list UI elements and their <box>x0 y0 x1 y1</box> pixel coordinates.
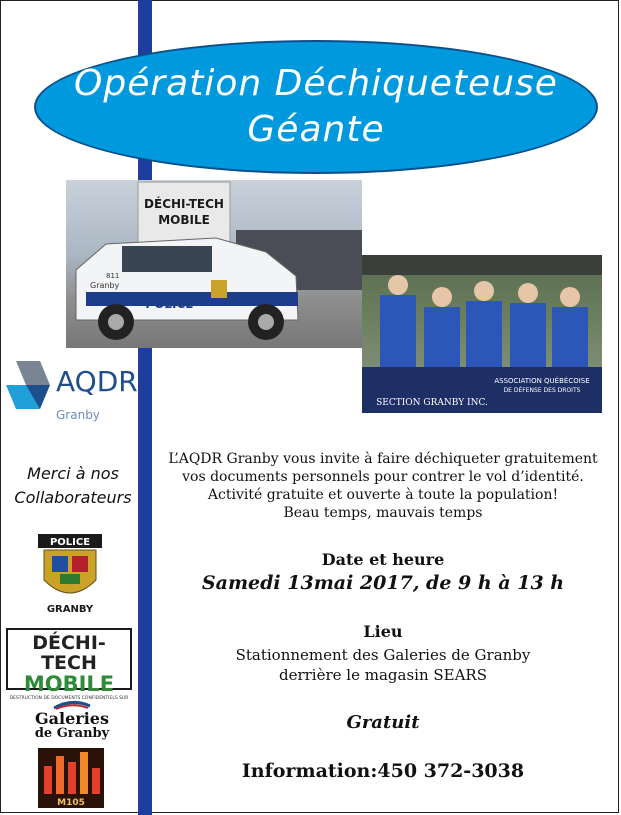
thanks-line1: Merci à nos <box>27 464 119 483</box>
banner-line2: DE DÉFENSE DES DROITS <box>503 387 581 394</box>
car-city: Granby <box>90 281 120 290</box>
free-label: Gratuit <box>346 712 420 733</box>
place-label: Lieu <box>363 622 403 641</box>
thanks-line2: Collaborateurs <box>14 488 132 507</box>
dechi-tagline: DESTRUCTION DE DOCUMENTS CONFIDENTIELS SUR PLACE <box>9 696 129 708</box>
partner-police-granby-logo <box>30 532 110 616</box>
intro-paragraph <box>155 450 611 522</box>
place-line-1: Stationnement des Galeries de Granby <box>235 646 531 664</box>
title-ellipse <box>34 40 598 174</box>
date-label: Date et heure <box>321 550 445 569</box>
police-photo-art <box>66 180 362 348</box>
partner-galeries-granby-logo <box>22 700 122 746</box>
dechi-line1: DÉCHI-TECH <box>32 632 106 674</box>
galeries-line2: de Granby <box>34 726 110 741</box>
car-unit: 811 <box>106 272 120 280</box>
police-truck-photo <box>66 180 362 348</box>
date-value: Samedi 13mai 2017, de 9 h à 13 h <box>201 572 565 594</box>
radio-bars-icon <box>38 748 104 808</box>
police-crest-bottom: GRANBY <box>46 604 94 615</box>
intro-line-2: vos documents personnels pour contrer le vol d’identité. <box>182 469 584 485</box>
aqdr-name: AQDR <box>56 365 138 398</box>
banner-line1: ASSOCIATION QUÉBÉCOISE <box>494 377 590 385</box>
title-line-2: Géante <box>247 109 385 150</box>
intro-line-3: Activité gratuite et ouverte à toute la population! <box>207 487 559 503</box>
aqdr-city: Granby <box>56 408 100 422</box>
car-police-label: POLICE <box>146 297 195 311</box>
volunteers-photo <box>362 255 602 413</box>
galeries-line1: Galeries <box>35 709 109 728</box>
banner-line3: SECTION GRANBY INC. <box>376 398 488 408</box>
intro-line-1: L’AQDR Granby vous invite à faire déchiqueter gratuitement <box>168 451 598 467</box>
thanks-heading <box>8 462 138 510</box>
info-phone: Information:450 372-3038 <box>241 760 525 782</box>
place-value <box>155 645 611 685</box>
police-crest-top: POLICE <box>49 537 91 548</box>
partner-dechi-tech-logo <box>6 628 132 708</box>
place-line-2: derrière le magasin SEARS <box>278 666 487 684</box>
police-crest-icon <box>30 532 110 616</box>
truck-sign-line2: MOBILE <box>158 213 210 227</box>
partner-radio-m105-logo <box>38 748 104 808</box>
volunteers-photo-art <box>362 255 602 413</box>
title-line-1: Opération Déchiqueteuse <box>74 63 558 104</box>
dechi-line2: MOBILE <box>23 672 115 696</box>
intro-line-4: Beau temps, mauvais temps <box>283 505 483 521</box>
truck-sign-line1: DÉCHI-TECH <box>144 197 224 211</box>
radio-label: M105 <box>57 798 85 808</box>
